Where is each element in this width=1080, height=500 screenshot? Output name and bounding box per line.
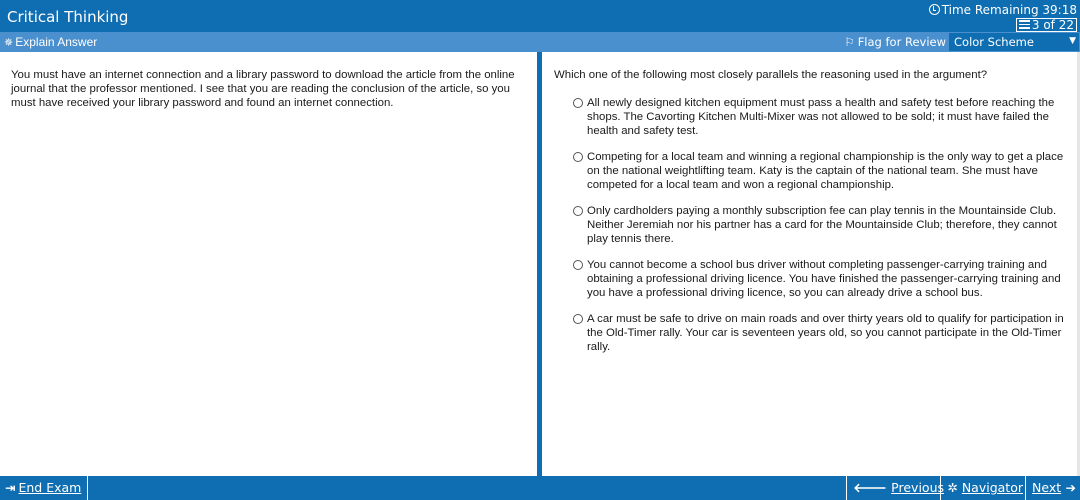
list-icon — [1019, 20, 1030, 29]
flag-for-review-label: Flag for Review — [857, 35, 946, 49]
radio-button[interactable] — [573, 98, 583, 108]
navigator-label: Navigator — [961, 480, 1023, 495]
answer-option-a[interactable] — [554, 96, 1068, 138]
end-exam-button[interactable] — [0, 476, 88, 500]
question-stem: Which one of the following most closely parallels the reasoning used in the argument? — [554, 69, 988, 81]
clock-icon — [929, 4, 940, 15]
timer-area — [929, 3, 1077, 32]
answer-option-c[interactable] — [554, 204, 1068, 246]
answer-option-d[interactable] — [554, 258, 1068, 300]
answer-option-text: Only cardholders paying a monthly subscription fee can play tennis in the Mountainside Club. Neither Jeremiah nor his partner has a card for the Mountainside Club; therefore, they cannot play tennis there. — [587, 205, 1057, 245]
dropdown-arrow-icon: ▼ — [1069, 36, 1076, 46]
exit-icon: ⇥ — [5, 480, 16, 495]
answer-option-text: Competing for a local team and winning a regional championship is the only way to get a place on the national weightlifting team. Katy is the captain of the national team. She must have competed for a local team and won a regional championship. — [587, 151, 1064, 191]
question-pane — [542, 52, 1080, 476]
arrow-left-icon: 🡐 — [853, 480, 892, 495]
radio-button[interactable] — [573, 314, 583, 324]
radio-button[interactable] — [573, 206, 583, 216]
next-button[interactable] — [1025, 476, 1080, 500]
answer-option-text: All newly designed kitchen equipment must pass a health and safety test before reaching the shops. The Cavorting Kitchen Multi-Mixer was not allowed to be sold; it must have failed the health and safety test. — [587, 97, 1055, 137]
answer-option-text: A car must be safe to drive on main roads and over thirty years old to qualify for participation in the Old-Timer rally. Your car is seventeen years old, so you cannot participate in the Old-Timer rally. — [587, 313, 1064, 353]
time-remaining-label: Time Remaining 39:18 — [941, 3, 1077, 17]
app-title: Critical Thinking — [7, 8, 129, 26]
navigator-icon: ✲ — [947, 480, 962, 495]
answer-option-text: You cannot become a school bus driver without completing passenger-carrying training and obtaining a professional driving licence. You have finished the passenger-carrying training and you have a professional driving licence, so you can already drive a school bus. — [587, 259, 1061, 299]
passage-pane — [0, 52, 537, 476]
previous-button[interactable] — [846, 476, 949, 500]
title-bar — [0, 0, 1080, 32]
explain-answer-label: Explain Answer — [15, 35, 98, 49]
previous-label: Previous — [891, 480, 944, 495]
radio-button[interactable] — [573, 260, 583, 270]
answer-option-b[interactable] — [554, 150, 1068, 192]
bottom-bar — [0, 476, 1080, 500]
radio-button[interactable] — [573, 152, 583, 162]
flag-icon: ⚐ — [844, 35, 855, 49]
navigator-button[interactable] — [940, 476, 1028, 500]
color-scheme-label: Color Scheme — [954, 35, 1034, 49]
passage-text: You must have an internet connection and a library password to download the article from the online journal that the professor mentioned. I see that you are reading the conclusion of the article, so you must have received your library password and found an internet connection. — [11, 69, 515, 109]
question-counter-label: 3 of 22 — [1031, 18, 1074, 32]
color-scheme-dropdown[interactable] — [949, 33, 1079, 51]
end-exam-label: End Exam — [18, 480, 82, 495]
flag-for-review-button[interactable] — [844, 35, 946, 49]
explain-answer-button[interactable] — [4, 35, 97, 49]
question-counter[interactable] — [1016, 18, 1077, 32]
next-label: Next — [1032, 480, 1062, 495]
lightbulb-icon: ✵ — [4, 37, 14, 49]
time-remaining[interactable] — [929, 3, 1077, 17]
answer-option-e[interactable] — [554, 312, 1068, 354]
toolbar — [0, 32, 1080, 52]
arrow-right-icon: ➔ — [1061, 480, 1076, 495]
